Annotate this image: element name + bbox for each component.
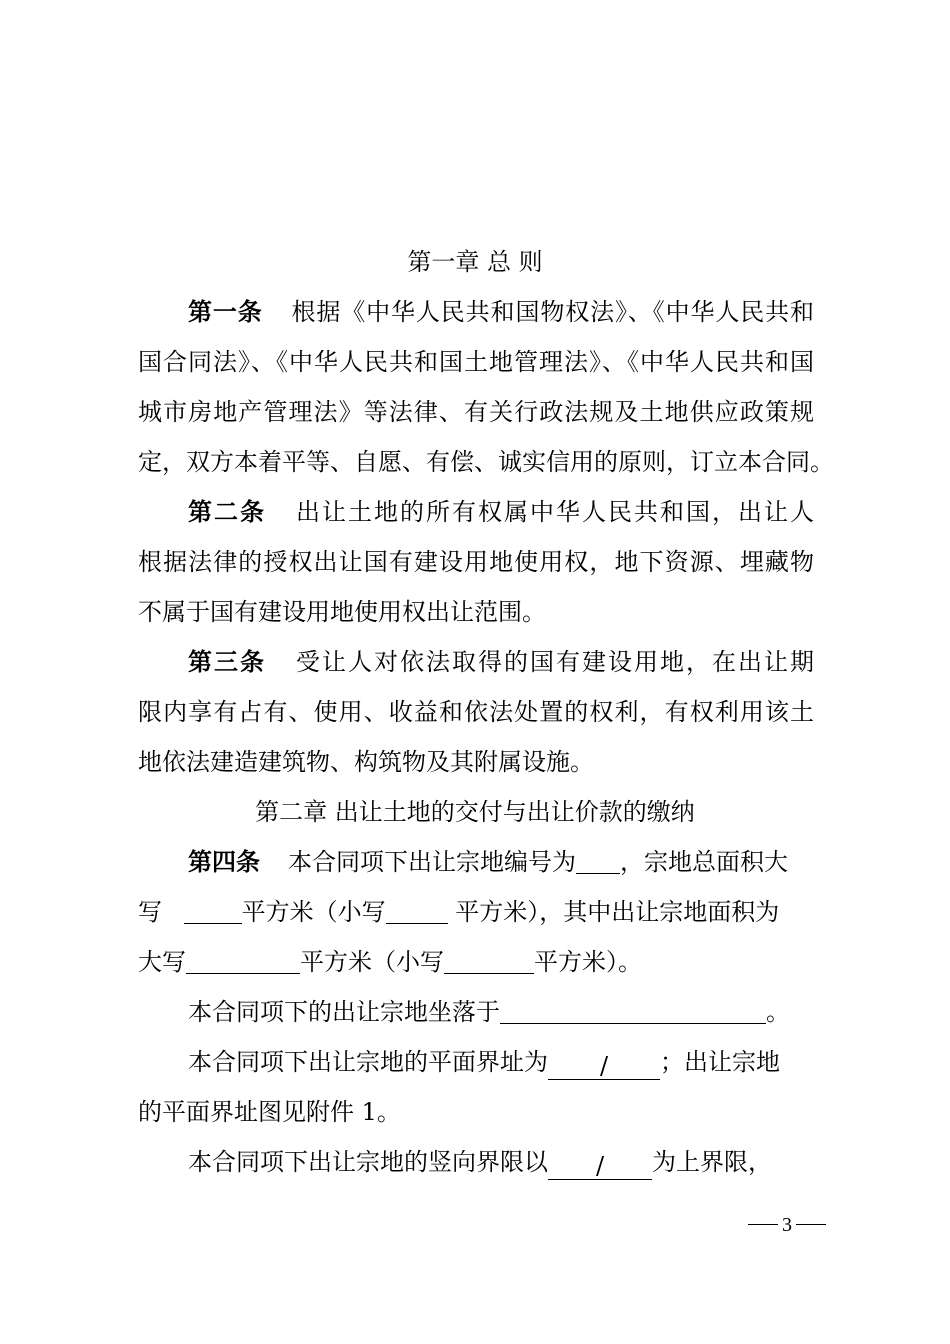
granted-area-upper-blank[interactable]: [186, 947, 300, 974]
article-4-text-a: 本合同项下出让宗地编号为: [288, 848, 576, 876]
location-paragraph: [188, 992, 814, 1032]
boundary-paragraph-line-1: [188, 1042, 814, 1082]
article-4-line-2: [138, 892, 814, 932]
boundary-fill: /: [599, 1052, 609, 1080]
article-2-text: 出让土地的所有权属中华人民共和国，出让人: [294, 498, 814, 526]
article-1-line-2: 国合同法》、《中华人民共和国土地管理法》、《中华人民共和国: [138, 348, 814, 376]
article-4-text-g: 平方米（小写: [300, 948, 444, 976]
total-area-lower-blank[interactable]: [386, 897, 448, 924]
article-3-text: 受让人对依法取得的国有建设用地，在出让期: [294, 648, 814, 676]
location-end: 。: [766, 998, 790, 1026]
boundary-paragraph-line-2: 的平面界址图见附件 1。: [138, 1098, 401, 1126]
total-area-upper-blank[interactable]: [184, 897, 242, 924]
chapter-2-title: 第二章 出让土地的交付与出让价款的缴纳: [255, 798, 695, 826]
page-number: [748, 1210, 826, 1240]
location-text: 本合同项下的出让宗地坐落于: [188, 998, 500, 1026]
vertical-text-end: 为上界限，: [652, 1148, 772, 1176]
article-2-line-1: [188, 492, 814, 532]
article-4-text-d: 平方米（小写: [241, 898, 386, 926]
article-4-line-3: [138, 942, 814, 982]
article-1-line-4: 定，双方本着平等、自愿、有偿、诚实信用的原则，订立本合同。: [138, 448, 834, 476]
page-dash-right: [796, 1224, 826, 1225]
article-4-text-b: ，宗地总面积大: [620, 848, 788, 876]
article-3-line-2: 限内享有占有、使用、收益和依法处置的权利，有权利用该土: [138, 698, 814, 726]
boundary-blank[interactable]: [548, 1053, 660, 1080]
chapter-1-title: 第一章 总 则: [407, 248, 543, 276]
article-1-line-1: [188, 292, 814, 332]
article-4-text-e: 平方米），其中出让宗地面积为: [447, 898, 780, 926]
vertical-text: 本合同项下出让宗地的竖向界限以: [188, 1148, 548, 1176]
article-4-text-c: 写: [138, 898, 170, 926]
article-2-label: 第二条: [188, 497, 266, 526]
article-3-label: 第三条: [188, 647, 266, 676]
page-number-value: 3: [782, 1214, 792, 1236]
article-2-line-3: 不属于国有建设用地使用权出让范围。: [138, 598, 546, 626]
boundary-text: 本合同项下出让宗地的平面界址为: [188, 1048, 548, 1076]
location-blank[interactable]: [500, 997, 766, 1024]
vertical-blank[interactable]: [548, 1153, 652, 1180]
vertical-paragraph: [188, 1142, 814, 1182]
article-1-text: 根据《中华人民共和国物权法》、《中华人民共和: [290, 298, 814, 326]
article-4-text-f: 大写: [138, 948, 186, 976]
article-1-label: 第一条: [188, 297, 263, 326]
vertical-fill: /: [595, 1152, 605, 1180]
boundary-text-end: ；出让宗地: [660, 1048, 780, 1076]
article-2-line-2: 根据法律的授权出让国有建设用地使用权，地下资源、埋藏物: [138, 548, 814, 576]
article-4-label: 第四条: [188, 847, 260, 876]
article-1-line-3: 城市房地产管理法》等法律、有关行政法规及土地供应政策规: [138, 398, 814, 426]
article-3-line-1: [188, 642, 814, 682]
article-4-line-1: [188, 842, 814, 882]
page-dash-left: [748, 1224, 778, 1225]
parcel-number-blank[interactable]: [576, 847, 620, 874]
article-3-line-3: 地依法建造建筑物、构筑物及其附属设施。: [138, 748, 594, 776]
article-4-text-h: 平方米）。: [534, 948, 642, 976]
granted-area-lower-blank[interactable]: [444, 947, 534, 974]
